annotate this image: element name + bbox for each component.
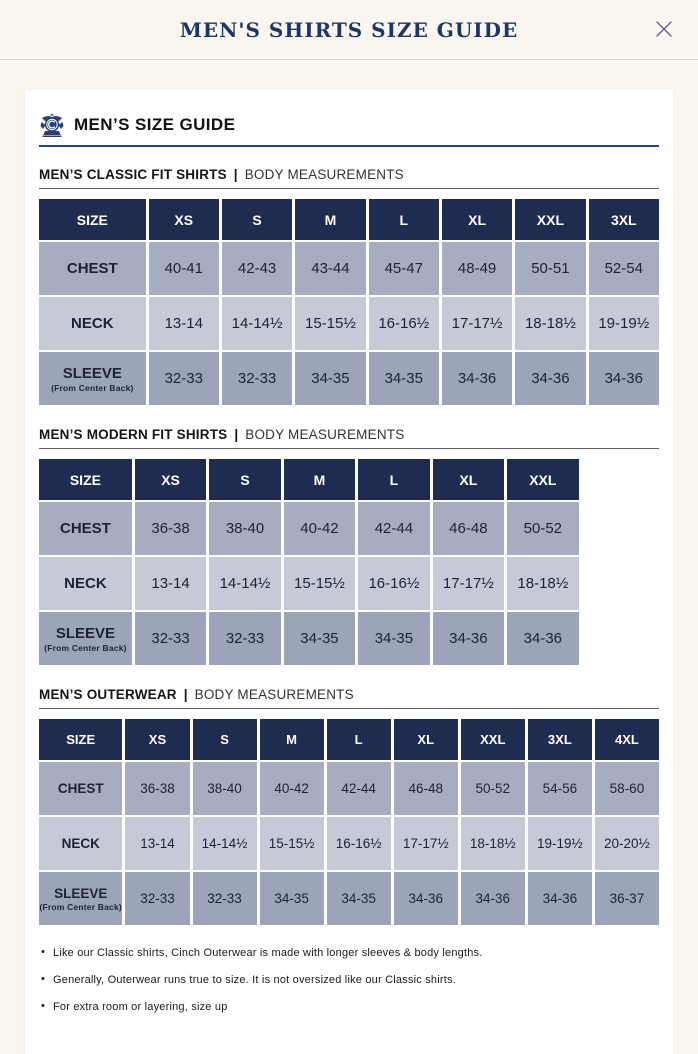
measurement-cell: 32-33 (125, 872, 189, 925)
table-header-row (39, 719, 659, 760)
section-title-bold: MEN’S OUTERWEAR (39, 687, 177, 702)
measurement-cell: 34-36 (507, 612, 579, 665)
measurement-cell: 34-36 (528, 872, 592, 925)
measurement-cell: 43-44 (295, 242, 365, 295)
measurement-cell: 34-35 (260, 872, 324, 925)
measurement-cell: 34-36 (589, 352, 659, 405)
section-title-divider: | (183, 687, 188, 702)
table-row (39, 872, 659, 925)
measurement-cell: 50-52 (507, 502, 579, 555)
row-label: SLEEVE (From Center Back) (39, 612, 132, 665)
measurement-cell: 40-42 (284, 502, 355, 555)
measurement-cell: 13-14 (135, 557, 206, 610)
measurement-cell: 36-37 (595, 872, 659, 925)
close-button[interactable] (652, 17, 676, 41)
measurement-cell: 50-51 (515, 242, 585, 295)
column-header: XS (135, 459, 206, 500)
bullet-icon: • (41, 946, 46, 958)
measurement-cell: 20-20½ (595, 817, 659, 870)
measurement-cell: 32-33 (135, 612, 206, 665)
measurement-cell: 16-16½ (358, 557, 429, 610)
measurement-cell: 58-60 (595, 762, 659, 815)
measurement-cell: 34-36 (433, 612, 504, 665)
section-heading (39, 687, 659, 709)
measurement-cell: 14-14½ (193, 817, 257, 870)
measurement-cell: 34-36 (442, 352, 512, 405)
measurement-cell: 19-19½ (528, 817, 592, 870)
section-title-divider: | (233, 167, 238, 182)
column-header: SIZE (39, 719, 122, 760)
cinch-crest-logo-icon (39, 112, 65, 138)
column-header: 3XL (528, 719, 592, 760)
measurement-cell: 15-15½ (260, 817, 324, 870)
measurement-cell: 17-17½ (433, 557, 504, 610)
measurement-cell: 54-56 (528, 762, 592, 815)
measurement-cell: 34-36 (461, 872, 525, 925)
measurement-cell: 48-49 (442, 242, 512, 295)
column-header: XXL (515, 199, 585, 240)
measurement-cell: 32-33 (193, 872, 257, 925)
measurement-cell: 16-16½ (327, 817, 391, 870)
notes-list (39, 947, 659, 1013)
measurement-cell: 14-14½ (209, 557, 280, 610)
table-row (39, 612, 579, 665)
measurement-cell: 36-38 (135, 502, 206, 555)
section-title-bold: MEN’S MODERN FIT SHIRTS (39, 427, 228, 442)
measurement-cell: 34-36 (515, 352, 585, 405)
section-title-divider: | (234, 427, 239, 442)
size-table (36, 197, 662, 407)
measurement-cell: 32-33 (149, 352, 219, 405)
column-header: M (260, 719, 324, 760)
table-row (39, 557, 579, 610)
table-row (39, 762, 659, 815)
table-header-row (39, 459, 579, 500)
column-header: S (193, 719, 257, 760)
measurement-cell: 14-14½ (222, 297, 292, 350)
measurement-cell: 16-16½ (369, 297, 439, 350)
column-header: M (295, 199, 365, 240)
column-header: XS (149, 199, 219, 240)
measurement-cell: 45-47 (369, 242, 439, 295)
row-label: SLEEVE (From Center Back) (39, 352, 146, 405)
row-label: CHEST (39, 242, 146, 295)
column-header: S (209, 459, 280, 500)
table-header-row (39, 199, 659, 240)
column-header: L (327, 719, 391, 760)
measurement-cell: 13-14 (125, 817, 189, 870)
column-header: XL (394, 719, 458, 760)
sections-container (39, 167, 659, 927)
table-row (39, 297, 659, 350)
row-label: CHEST (39, 762, 122, 815)
column-header: SIZE (39, 199, 146, 240)
measurement-cell: 19-19½ (589, 297, 659, 350)
measurement-cell: 32-33 (222, 352, 292, 405)
measurement-cell: 46-48 (433, 502, 504, 555)
measurement-cell: 34-35 (327, 872, 391, 925)
note-text: For extra room or layering, size up (53, 1001, 228, 1013)
note-item (39, 974, 659, 986)
row-label: CHEST (39, 502, 132, 555)
modal-header (0, 0, 698, 60)
table-row (39, 352, 659, 405)
size-guide-section (39, 167, 659, 407)
column-header: XL (442, 199, 512, 240)
measurement-cell: 42-43 (222, 242, 292, 295)
measurement-cell: 15-15½ (284, 557, 355, 610)
row-label: SLEEVE (From Center Back) (39, 872, 122, 925)
column-header: XXL (507, 459, 579, 500)
guide-title: MEN’S SIZE GUIDE (74, 115, 236, 134)
size-table (36, 457, 582, 667)
size-table (36, 717, 662, 927)
bullet-icon: • (41, 973, 46, 985)
column-header: SIZE (39, 459, 132, 500)
measurement-cell: 36-38 (125, 762, 189, 815)
measurement-cell: 38-40 (193, 762, 257, 815)
section-heading (39, 167, 659, 189)
bullet-icon: • (41, 1000, 46, 1012)
measurement-cell: 18-18½ (461, 817, 525, 870)
measurement-cell: 18-18½ (507, 557, 579, 610)
table-row (39, 502, 579, 555)
size-guide-section (39, 687, 659, 927)
note-text: Generally, Outerwear runs true to size. It is not oversized like our Classic shirts. (53, 974, 456, 986)
measurement-cell: 34-36 (394, 872, 458, 925)
row-sublabel: (From Center Back) (39, 901, 122, 912)
note-text: Like our Classic shirts, Cinch Outerwear is made with longer sleeves & body lengths. (53, 947, 483, 959)
measurement-cell: 34-35 (284, 612, 355, 665)
measurement-cell: 50-52 (461, 762, 525, 815)
section-heading (39, 427, 659, 449)
note-item (39, 947, 659, 959)
row-label: NECK (39, 297, 146, 350)
measurement-cell: 32-33 (209, 612, 280, 665)
measurement-cell: 34-35 (358, 612, 429, 665)
row-sublabel: (From Center Back) (44, 642, 127, 653)
row-label: NECK (39, 557, 132, 610)
column-header: L (369, 199, 439, 240)
note-item (39, 1001, 659, 1013)
measurement-cell: 40-42 (260, 762, 324, 815)
guide-header (39, 112, 659, 147)
section-title-bold: MEN’S CLASSIC FIT SHIRTS (39, 167, 227, 182)
column-header: L (358, 459, 429, 500)
column-header: XS (125, 719, 189, 760)
row-sublabel: (From Center Back) (51, 382, 134, 393)
close-icon (653, 18, 675, 40)
section-title-rest: BODY MEASUREMENTS (194, 687, 354, 702)
column-header: XXL (461, 719, 525, 760)
row-label: NECK (39, 817, 122, 870)
measurement-cell: 13-14 (149, 297, 219, 350)
measurement-cell: 17-17½ (394, 817, 458, 870)
section-title-rest: BODY MEASUREMENTS (244, 167, 404, 182)
column-header: 3XL (589, 199, 659, 240)
measurement-cell: 15-15½ (295, 297, 365, 350)
table-row (39, 817, 659, 870)
measurement-cell: 42-44 (327, 762, 391, 815)
column-header: 4XL (595, 719, 659, 760)
column-header: M (284, 459, 355, 500)
column-header: S (222, 199, 292, 240)
measurement-cell: 38-40 (209, 502, 280, 555)
size-guide-panel (25, 90, 673, 1054)
measurement-cell: 17-17½ (442, 297, 512, 350)
measurement-cell: 18-18½ (515, 297, 585, 350)
modal-title: MEN'S SHIRTS SIZE GUIDE (179, 17, 519, 42)
measurement-cell: 52-54 (589, 242, 659, 295)
table-row (39, 242, 659, 295)
section-title-rest: BODY MEASUREMENTS (245, 427, 405, 442)
column-header: XL (433, 459, 504, 500)
measurement-cell: 34-35 (295, 352, 365, 405)
size-guide-section (39, 427, 659, 667)
measurement-cell: 40-41 (149, 242, 219, 295)
measurement-cell: 34-35 (369, 352, 439, 405)
measurement-cell: 46-48 (394, 762, 458, 815)
measurement-cell: 42-44 (358, 502, 429, 555)
